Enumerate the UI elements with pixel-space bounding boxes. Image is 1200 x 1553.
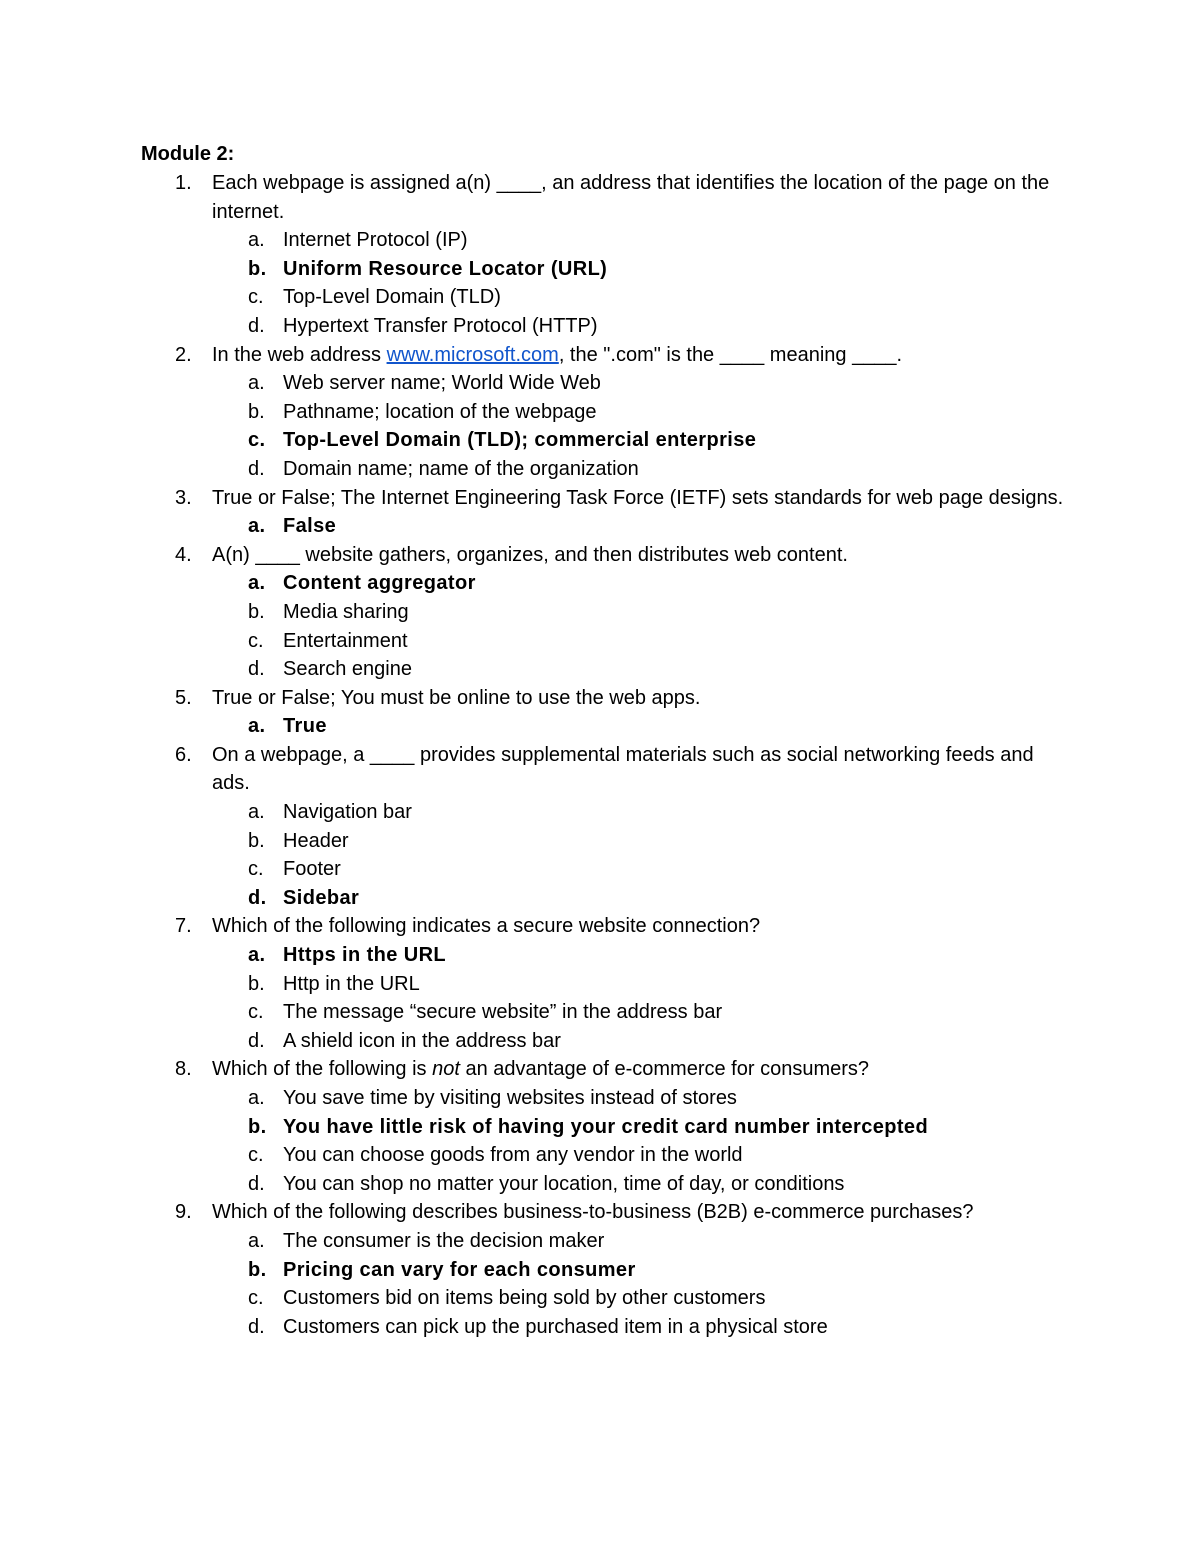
option-letter: a.	[248, 372, 265, 395]
question-number: 1.	[175, 172, 192, 194]
option-text: Pricing can vary for each consumer	[283, 1258, 636, 1281]
answer-option	[212, 1284, 1071, 1313]
question-text-part: In the web address	[212, 343, 387, 366]
question-item	[141, 741, 1071, 913]
correct-answer-option	[212, 884, 1071, 913]
answer-option	[212, 312, 1071, 341]
option-text: The consumer is the decision maker	[283, 1229, 605, 1252]
question-number: 9.	[175, 1201, 192, 1224]
answer-options	[212, 369, 1071, 483]
option-text: Pathname; location of the webpage	[283, 400, 597, 423]
answer-option	[212, 1227, 1071, 1256]
question-text: Which of the following describes business-to-business (B2B) e-commerce purchases?	[212, 1201, 974, 1224]
option-text: Entertainment	[283, 629, 408, 652]
question-number: 8.	[175, 1058, 192, 1081]
question-number: 7.	[175, 915, 192, 938]
module-title: Module 2:	[141, 143, 235, 165]
question-item	[141, 169, 1071, 341]
answer-option	[212, 455, 1071, 484]
option-text: You have little risk of having your credit card number intercepted	[283, 1115, 929, 1138]
option-text: Footer	[283, 858, 341, 881]
option-letter: d.	[248, 457, 265, 480]
answer-option	[212, 283, 1071, 312]
option-letter: d.	[248, 886, 267, 909]
question-item	[141, 912, 1071, 1055]
correct-answer-option	[212, 426, 1071, 455]
answer-option	[212, 798, 1071, 827]
option-letter: d.	[248, 1172, 265, 1195]
option-letter: a.	[248, 715, 266, 738]
option-text: True	[283, 715, 327, 738]
question-number: 3.	[175, 486, 192, 509]
option-letter: b.	[248, 400, 265, 423]
answer-option	[212, 1141, 1071, 1170]
option-text: Https in the URL	[283, 944, 447, 967]
option-letter: c.	[248, 858, 264, 881]
option-text: Content aggregator	[283, 572, 476, 595]
answer-option	[212, 627, 1071, 656]
question-number: 6.	[175, 743, 192, 766]
option-letter: c.	[248, 1001, 264, 1024]
question-text: True or False; The Internet Engineering Task Force (IETF) sets standards for web page designs.	[212, 486, 1064, 509]
option-letter: d.	[248, 1315, 265, 1338]
answer-options	[212, 941, 1071, 1055]
answer-options	[212, 512, 1071, 541]
option-letter: d.	[248, 658, 265, 681]
option-letter: c.	[248, 1144, 264, 1167]
option-letter: a.	[248, 1229, 265, 1252]
question-text-part: an advantage of e-commerce for consumers?	[459, 1058, 870, 1081]
question-list	[141, 169, 1071, 1341]
answer-option	[212, 398, 1071, 427]
option-letter: a.	[248, 1087, 265, 1109]
option-text: Sidebar	[283, 886, 360, 909]
option-text: You can choose goods from any vendor in the world	[283, 1144, 743, 1167]
correct-answer-option	[212, 569, 1071, 598]
option-letter: c.	[248, 629, 264, 652]
option-text: Hypertext Transfer Protocol (HTTP)	[283, 314, 598, 337]
answer-options	[212, 712, 1071, 741]
option-letter: a.	[248, 944, 266, 967]
option-letter: d.	[248, 314, 265, 337]
option-text: Internet Protocol (IP)	[283, 229, 468, 252]
answer-option	[212, 226, 1071, 255]
answer-option	[212, 1170, 1071, 1199]
correct-answer-option	[212, 512, 1071, 541]
question-text-part: Which of the following is	[212, 1058, 433, 1081]
option-letter: c.	[248, 1287, 264, 1310]
option-text: False	[283, 515, 337, 538]
question-text: True or False; You must be online to use the web apps.	[212, 686, 701, 709]
question-text-part: , the ".com" is the ____ meaning ____.	[558, 343, 903, 366]
option-text: Top-Level Domain (TLD); commercial enterprise	[283, 429, 757, 452]
correct-answer-option	[212, 712, 1071, 741]
option-text: Domain name; name of the organization	[283, 457, 639, 480]
option-text: Search engine	[283, 658, 412, 681]
option-letter: b.	[248, 600, 265, 623]
option-text: Top-Level Domain (TLD)	[283, 286, 501, 309]
option-letter: a.	[248, 229, 265, 252]
answer-option	[212, 598, 1071, 627]
option-letter: a.	[248, 572, 266, 595]
question-text: Which of the following indicates a secure website connection?	[212, 915, 761, 938]
emphasized-word: not	[432, 1058, 460, 1081]
question-text: A(n) ____ website gathers, organizes, and then distributes web content.	[212, 543, 848, 566]
option-letter: c.	[248, 429, 266, 452]
question-text: On a webpage, a ____ provides supplemental materials such as social networking feeds and ads.	[212, 743, 1034, 795]
answer-option	[212, 827, 1071, 856]
option-text: Customers bid on items being sold by other customers	[283, 1287, 766, 1310]
option-text: Http in the URL	[283, 972, 420, 995]
answer-options	[212, 1084, 1071, 1198]
question-text	[212, 1055, 1071, 1084]
option-letter: a.	[248, 515, 266, 538]
question-item	[141, 341, 1071, 484]
answer-options	[212, 226, 1071, 340]
correct-answer-option	[212, 941, 1071, 970]
option-text: Header	[283, 829, 349, 852]
option-text: You save time by visiting websites instead of stores	[283, 1087, 737, 1109]
option-letter: d.	[248, 1029, 265, 1052]
option-text: The message “secure website” in the address bar	[283, 1001, 723, 1024]
option-letter: a.	[248, 801, 265, 824]
option-letter: c.	[248, 286, 264, 309]
option-text: You can shop no matter your location, time of day, or conditions	[283, 1172, 845, 1195]
question-item	[141, 1198, 1071, 1341]
answer-option	[212, 1027, 1071, 1056]
correct-answer-option	[212, 255, 1071, 284]
question-text	[212, 341, 1071, 370]
question-item	[141, 684, 1071, 741]
answer-option	[212, 855, 1071, 884]
option-text: Media sharing	[283, 600, 409, 623]
answer-option	[212, 998, 1071, 1027]
answer-option	[212, 369, 1071, 398]
question-number: 2.	[175, 343, 192, 366]
answer-option	[212, 655, 1071, 684]
option-text: Web server name; World Wide Web	[283, 372, 601, 395]
question-number: 4.	[175, 543, 192, 566]
correct-answer-option	[212, 1113, 1071, 1142]
option-letter: b.	[248, 972, 265, 995]
option-text: A shield icon in the address bar	[283, 1029, 561, 1052]
correct-answer-option	[212, 1256, 1071, 1285]
answer-option	[212, 1313, 1071, 1342]
option-text: Uniform Resource Locator (URL)	[283, 257, 608, 280]
question-item	[141, 484, 1071, 541]
option-letter: b.	[248, 1258, 267, 1281]
answer-option	[212, 1084, 1071, 1113]
question-item	[141, 1055, 1071, 1198]
question-item	[141, 541, 1071, 684]
url-link[interactable]: www.microsoft.com	[386, 343, 559, 366]
option-text: Customers can pick up the purchased item in a physical store	[283, 1315, 828, 1338]
answer-option	[212, 970, 1071, 999]
option-text: Navigation bar	[283, 801, 412, 824]
question-text: Each webpage is assigned a(n) ____, an address that identifies the location of the page on the internet.	[212, 172, 1050, 223]
question-number: 5.	[175, 686, 192, 709]
option-letter: b.	[248, 1115, 267, 1138]
option-letter: b.	[248, 257, 267, 280]
answer-options	[212, 1227, 1071, 1341]
answer-options	[212, 798, 1071, 912]
option-letter: b.	[248, 829, 265, 852]
answer-options	[212, 569, 1071, 683]
